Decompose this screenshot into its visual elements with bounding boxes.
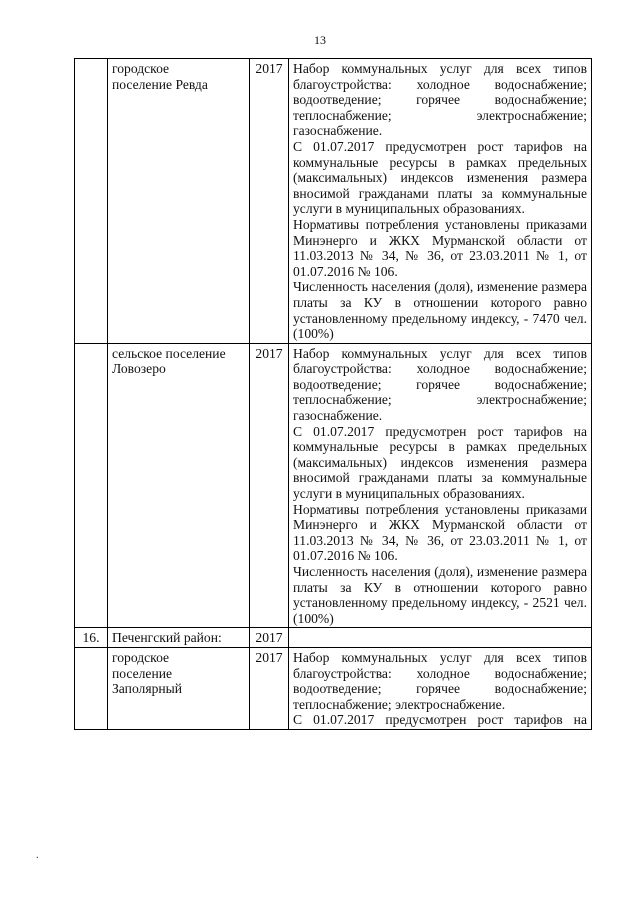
table-row [75, 59, 592, 344]
population-paragraph: Численность населения (доля), изменение размера платы за КУ в отношении которого равно установленному предельному индексу, - 2521 чел. (100%) [293, 564, 587, 626]
services-paragraph: Набор коммунальных услуг для всех типов благоустройства: холодное водоснабжение; водоотведение; горячее водоснабжение; теплоснабжение; электроснабжение; газоснабжение. [293, 345, 587, 424]
municipality-name-line: городское [112, 649, 170, 665]
description-cell [289, 59, 592, 344]
stray-mark: . [36, 850, 39, 861]
tariff-growth-paragraph: С 01.07.2017 предусмотрен рост тарифов на коммунальные ресурсы в рамках предельных (максимальных) индексов изменения размера вносимой гражданами платы за коммунальные услуги в муниципальных образованиях. [293, 423, 587, 502]
page-number: 13 [314, 33, 326, 47]
tariff-growth-paragraph: С 01.07.2017 предусмотрен рост тарифов на [293, 712, 587, 728]
table-row [75, 343, 592, 628]
tariff-table [74, 58, 592, 730]
district-name [108, 628, 250, 648]
norms-paragraph: Нормативы потребления установлены приказами Минэнерго и ЖКХ Мурманской области от 11.03.2013 № 34, № 36, от 23.03.2011 № 1, от 01.07.2016 № 106. [293, 216, 587, 279]
table-row [75, 647, 592, 729]
description-cell [289, 628, 592, 648]
description-cell [289, 343, 592, 628]
services-paragraph: Набор коммунальных услуг для всех типов благоустройства: холодное водоснабжение; водоотведение; горячее водоснабжение; теплоснабжение; электроснабжение; газоснабжение. [293, 61, 587, 139]
table-row [75, 628, 592, 648]
year-cell: 2017 [250, 59, 289, 344]
municipality-name-line: сельское поселение [112, 345, 226, 361]
year-cell: 2017 [250, 343, 289, 628]
municipality-name [108, 59, 250, 344]
municipality-name-line: поселение Ревда [112, 76, 208, 92]
row-number: 16. [75, 628, 108, 648]
tariff-growth-paragraph: С 01.07.2017 предусмотрен рост тарифов на коммунальные ресурсы в рамках предельных (максимальных) индексов изменения размера вносимой гражданами платы за коммунальные услуги в муниципальных образованиях. [293, 138, 587, 217]
municipality-name-line: городское [112, 61, 170, 76]
municipality-name-line: Заполярный [112, 681, 183, 697]
year-cell: 2017 [250, 628, 289, 648]
municipality-name-line: Ловозеро [112, 361, 166, 377]
district-name-line: Печенгский район: [112, 630, 222, 646]
population-paragraph: Численность населения (доля), изменение размера платы за КУ в отношении которого равно установленному предельному индексу, - 7470 чел. (100%) [293, 279, 587, 342]
services-paragraph: Набор коммунальных услуг для всех типов благоустройства: холодное водоснабжение; водоотведение; горячее водоснабжение; теплоснабжение; электроснабжение. [293, 649, 587, 712]
row-number [75, 59, 108, 344]
year-cell: 2017 [250, 647, 289, 729]
description-cell [289, 647, 592, 729]
norms-paragraph: Нормативы потребления установлены приказами Минэнерго и ЖКХ Мурманской области от 11.03.2013 № 34, № 36, от 23.03.2011 № 1, от 01.07.2016 № 106. [293, 501, 587, 564]
row-number [75, 647, 108, 729]
municipality-name [108, 647, 250, 729]
municipality-name [108, 343, 250, 628]
row-number [75, 343, 108, 628]
municipality-name-line: поселение [112, 665, 173, 681]
